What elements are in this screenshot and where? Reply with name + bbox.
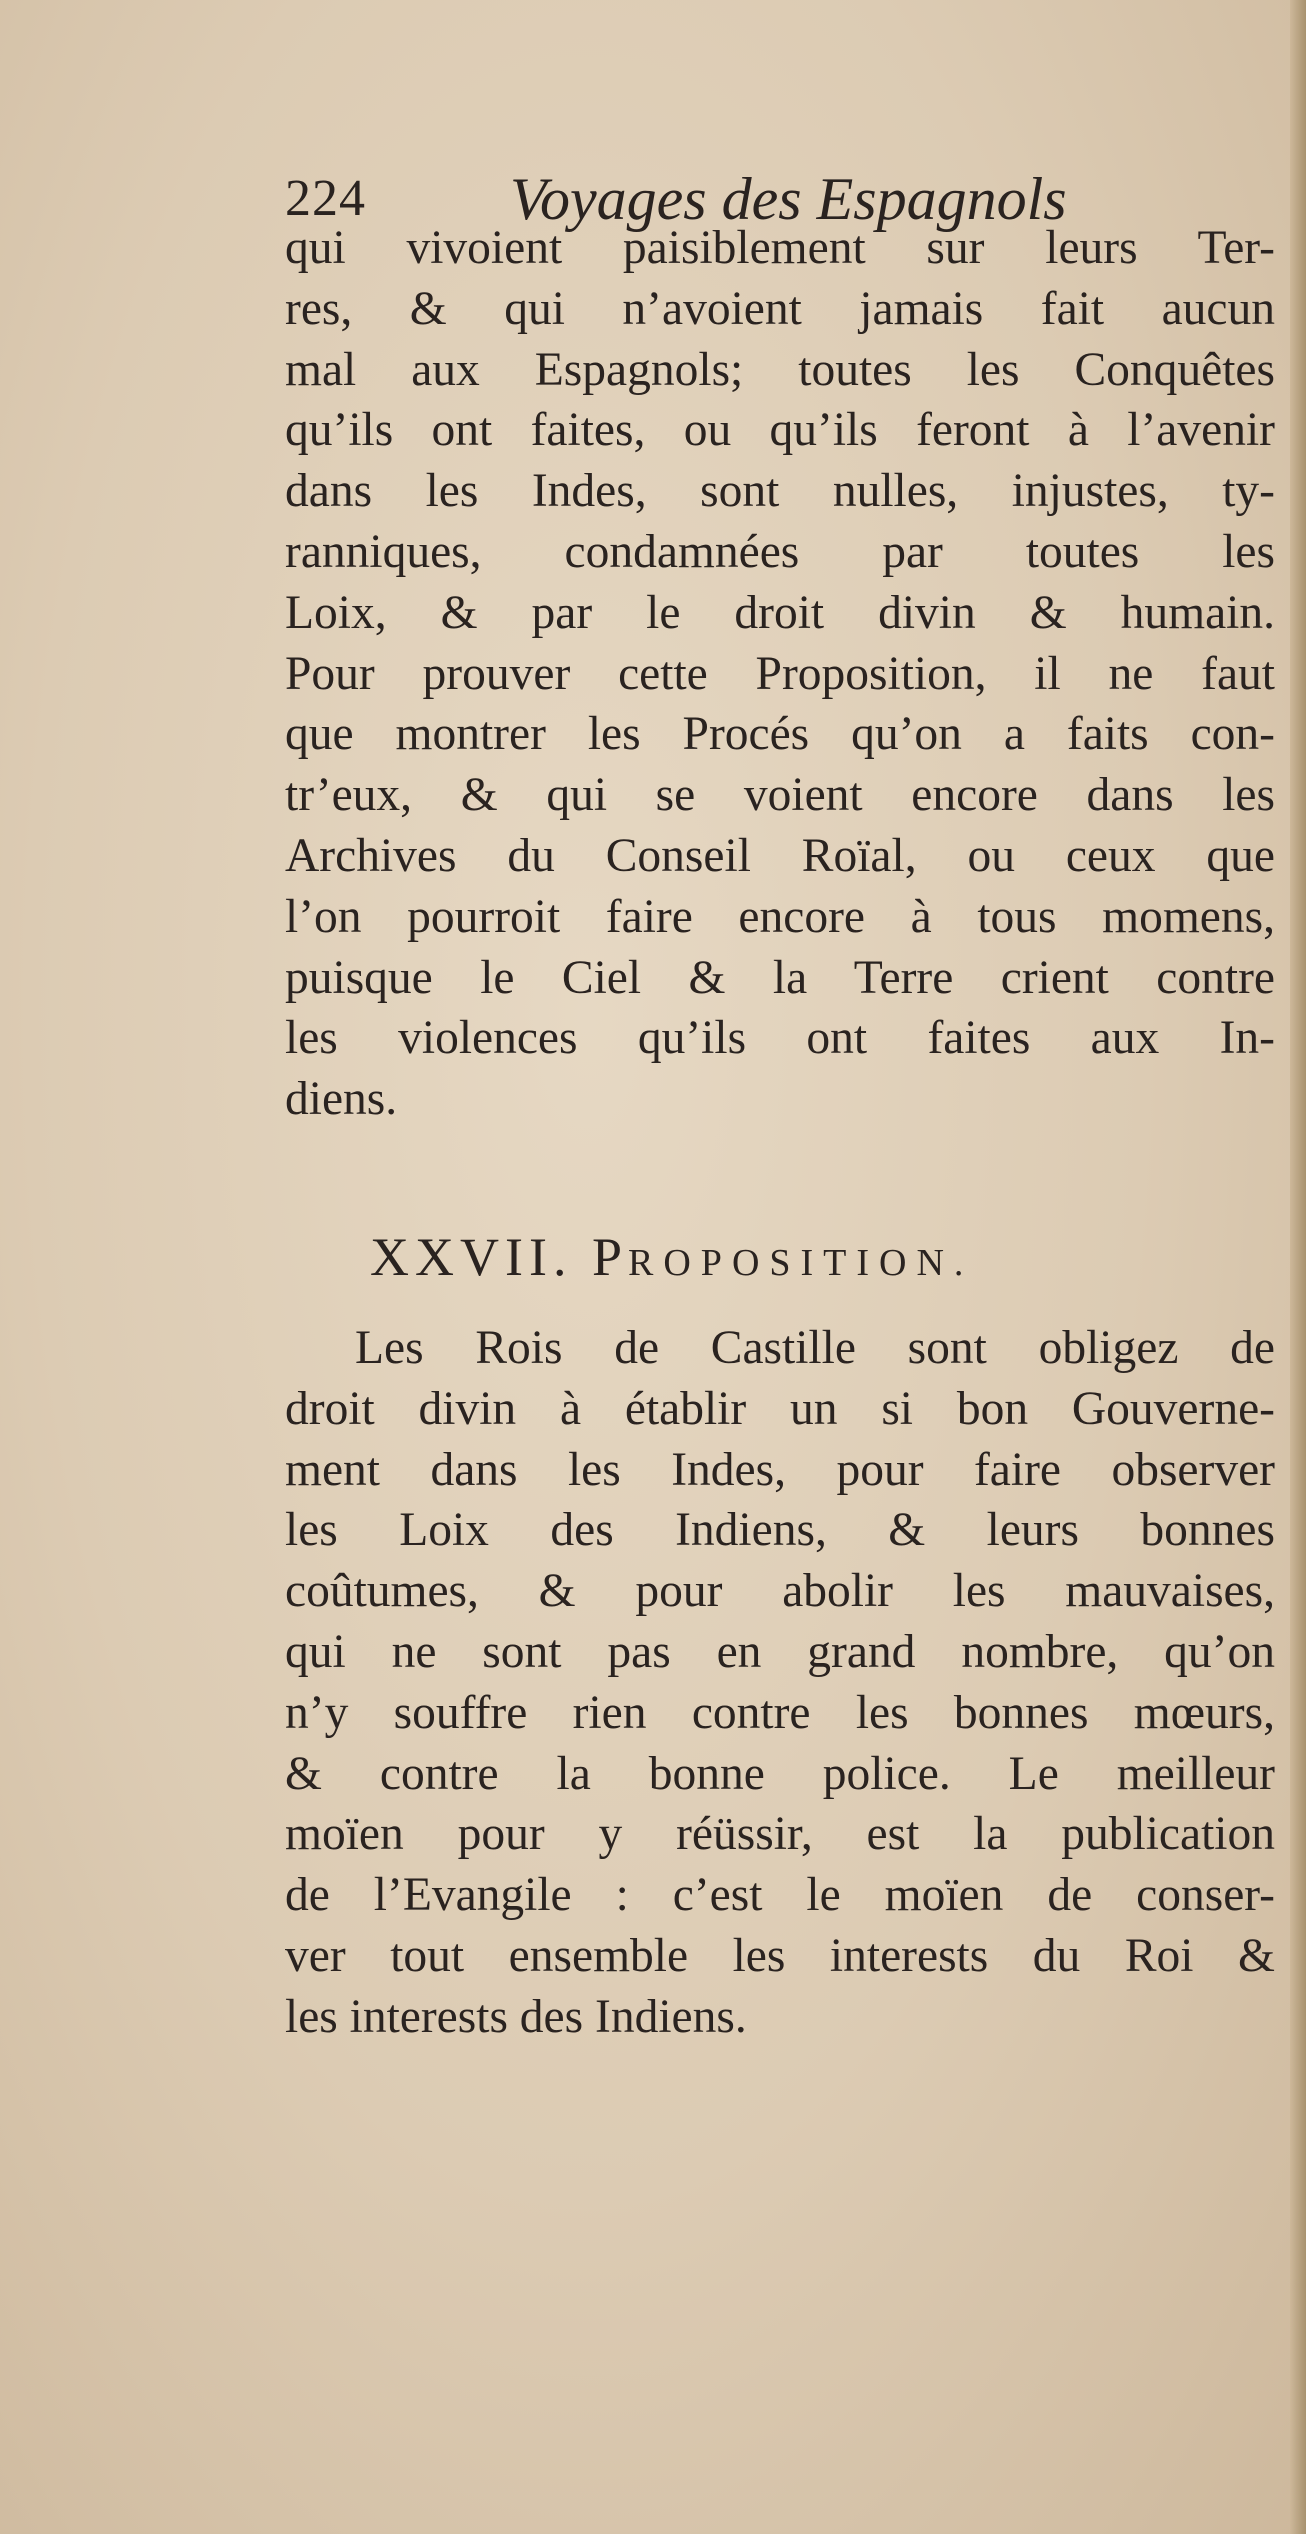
text-line: dans les Indes, sont nulles, injustes, ty- xyxy=(285,465,1275,518)
text-line: les Loix des Indiens, & leurs bonnes xyxy=(285,1504,1275,1557)
text-line: tr’eux, & qui se voient encore dans les xyxy=(285,769,1275,822)
text-line: ranniques, condamnées par toutes les xyxy=(285,525,1275,578)
heading-rest: ROPOSITION. xyxy=(628,1242,974,1284)
text-line: coûtumes, & pour abolir les mauvaises, xyxy=(285,1565,1275,1618)
text-line: moïen pour y réüssir, est la publication xyxy=(285,1808,1275,1861)
text-line: que montrer les Procés qu’on a faits con- xyxy=(285,708,1275,761)
text-line: Les Rois de Castille sont obligez de xyxy=(355,1322,1275,1374)
text-line: les interests des Indiens. xyxy=(285,1990,747,2043)
running-title: Voyages des Espagnols xyxy=(510,166,1067,232)
text-line: puisque le Ciel & la Terre crient contre xyxy=(285,951,1275,1004)
text-line: diens. xyxy=(285,1073,398,1126)
page-edge-shadow xyxy=(1290,0,1306,2534)
proposition-heading xyxy=(370,1226,973,1288)
heading-numeral: XXVII. xyxy=(370,1227,573,1287)
paragraph-2 xyxy=(285,1318,1275,2048)
text-line: n’y souffre rien contre les bonnes mœurs, xyxy=(285,1686,1275,1739)
page-number: 224 xyxy=(285,170,366,227)
text-line: qu’ils ont faites, ou qu’ils feront à l’avenir xyxy=(285,404,1275,457)
heading-initial: P xyxy=(591,1227,629,1287)
text-line: res, & qui n’avoient jamais fait aucun xyxy=(285,282,1275,335)
text-line: Pour prouver cette Proposition, il ne faut xyxy=(285,647,1275,700)
text-line: Archives du Conseil Roïal, ou ceux que xyxy=(285,829,1275,882)
paragraph-1 xyxy=(285,218,1275,1130)
text-line: les violences qu’ils ont faites aux In- xyxy=(285,1012,1275,1065)
text-line: ver tout ensemble les interests du Roi & xyxy=(285,1929,1275,1982)
text-line: de l’Evangile : c’est le moïen de conser- xyxy=(285,1869,1275,1922)
text-line: qui vivoient paisiblement sur leurs Ter- xyxy=(285,222,1275,274)
text-line: Loix, & par le droit divin & humain. xyxy=(285,586,1275,639)
text-line: ment dans les Indes, pour faire observer xyxy=(285,1443,1275,1496)
text-line: l’on pourroit faire encore à tous momens, xyxy=(285,890,1275,943)
text-line: qui ne sont pas en grand nombre, qu’on xyxy=(285,1625,1275,1678)
text-line: mal aux Espagnols; toutes les Conquêtes xyxy=(285,343,1275,396)
text-line: & contre la bonne police. Le meilleur xyxy=(285,1747,1275,1800)
text-line: droit divin à établir un si bon Gouverne- xyxy=(285,1382,1275,1435)
